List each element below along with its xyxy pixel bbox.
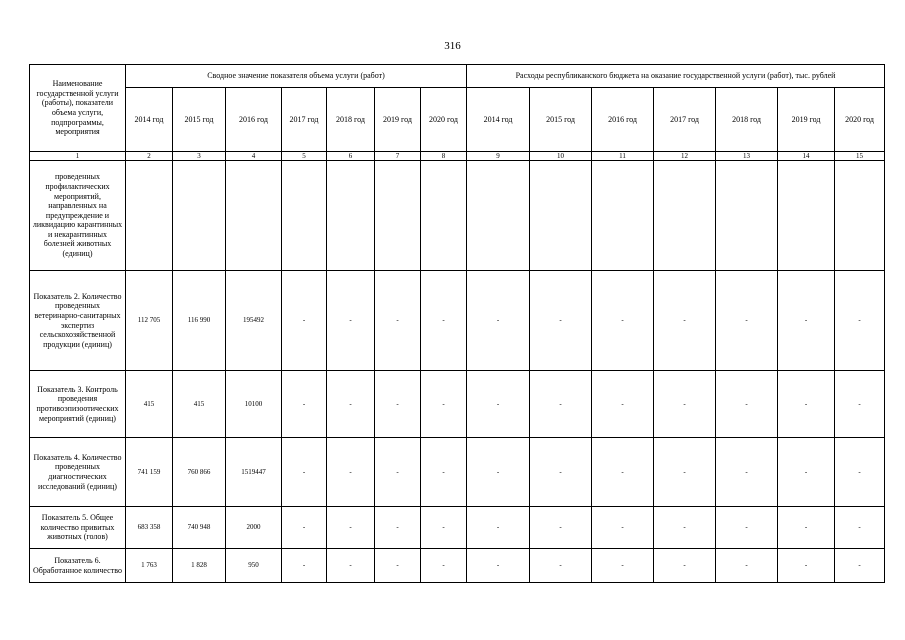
row-value: - xyxy=(530,438,592,507)
header-year: 2014 год xyxy=(467,87,530,151)
column-number: 2 xyxy=(126,152,173,161)
row-value: - xyxy=(467,507,530,549)
row-value: - xyxy=(530,549,592,583)
row-value: - xyxy=(716,549,778,583)
row-value: - xyxy=(421,438,467,507)
row-value: - xyxy=(592,549,654,583)
row-value: - xyxy=(282,371,327,438)
row-value: - xyxy=(835,271,885,371)
table-row xyxy=(30,438,885,507)
row-value xyxy=(282,161,327,271)
header-year: 2020 год xyxy=(421,87,467,151)
row-name: Показатель 6. Обработанное количество xyxy=(30,549,126,583)
header-year: 2018 год xyxy=(716,87,778,151)
row-value: 112 705 xyxy=(126,271,173,371)
row-value xyxy=(375,161,421,271)
row-value: - xyxy=(835,438,885,507)
header-year: 2016 год xyxy=(592,87,654,151)
row-value: - xyxy=(716,507,778,549)
table-row xyxy=(30,507,885,549)
budget-table xyxy=(29,64,885,583)
row-value: - xyxy=(592,438,654,507)
table-row xyxy=(30,271,885,371)
table-row xyxy=(30,549,885,583)
row-value xyxy=(421,161,467,271)
row-value: - xyxy=(592,271,654,371)
header-year: 2015 год xyxy=(173,87,226,151)
row-value: 740 948 xyxy=(173,507,226,549)
row-value: - xyxy=(835,371,885,438)
row-value: - xyxy=(327,507,375,549)
header-name-column: Наименование государственной услуги (работы), показатели объема услуги, подпрограммы, мероприятия xyxy=(30,65,126,152)
row-name: Показатель 4. Количество проведенных диагностических исследований (единиц) xyxy=(30,438,126,507)
row-value xyxy=(530,161,592,271)
row-value xyxy=(173,161,226,271)
row-value: - xyxy=(716,271,778,371)
row-value: - xyxy=(467,371,530,438)
column-number: 4 xyxy=(226,152,282,161)
row-value xyxy=(592,161,654,271)
row-value: - xyxy=(467,549,530,583)
row-value: - xyxy=(375,438,421,507)
header-year: 2019 год xyxy=(375,87,421,151)
header-volume-group: Сводное значение показателя объема услуги (работ) xyxy=(126,65,467,88)
row-value: 415 xyxy=(173,371,226,438)
header-budget-group: Расходы республиканского бюджета на оказание государственной услуги (работ), тыс. рублей xyxy=(467,65,885,88)
row-value: - xyxy=(421,271,467,371)
row-value: - xyxy=(778,549,835,583)
row-value: - xyxy=(654,371,716,438)
row-value: - xyxy=(530,271,592,371)
row-value: 2000 xyxy=(226,507,282,549)
header-year: 2014 год xyxy=(126,87,173,151)
row-value: - xyxy=(530,507,592,549)
row-value xyxy=(467,161,530,271)
row-value: 1 828 xyxy=(173,549,226,583)
column-number: 5 xyxy=(282,152,327,161)
row-value xyxy=(126,161,173,271)
column-number: 8 xyxy=(421,152,467,161)
row-value: 950 xyxy=(226,549,282,583)
row-value: - xyxy=(778,271,835,371)
column-number: 11 xyxy=(592,152,654,161)
row-value: - xyxy=(654,507,716,549)
row-value: - xyxy=(282,507,327,549)
row-value: - xyxy=(421,507,467,549)
column-number: 1 xyxy=(30,152,126,161)
column-number: 12 xyxy=(654,152,716,161)
row-value xyxy=(654,161,716,271)
row-value: 760 866 xyxy=(173,438,226,507)
header-year: 2020 год xyxy=(835,87,885,151)
column-number: 6 xyxy=(327,152,375,161)
header-year: 2017 год xyxy=(654,87,716,151)
row-value: - xyxy=(835,507,885,549)
row-value xyxy=(327,161,375,271)
row-value: - xyxy=(835,549,885,583)
row-value: 1 763 xyxy=(126,549,173,583)
row-value: - xyxy=(282,438,327,507)
column-number: 14 xyxy=(778,152,835,161)
row-value: - xyxy=(327,271,375,371)
column-number: 3 xyxy=(173,152,226,161)
column-number: 15 xyxy=(835,152,885,161)
row-value: - xyxy=(778,438,835,507)
row-value: - xyxy=(778,507,835,549)
header-year: 2018 год xyxy=(327,87,375,151)
row-name: Показатель 5. Общее количество привитых животных (голов) xyxy=(30,507,126,549)
row-value: 1519447 xyxy=(226,438,282,507)
row-value: - xyxy=(375,507,421,549)
row-name: Показатель 3. Контроль проведения противоэпизоотических мероприятий (единиц) xyxy=(30,371,126,438)
row-value: - xyxy=(327,371,375,438)
row-value: - xyxy=(375,549,421,583)
row-value: 415 xyxy=(126,371,173,438)
table-row xyxy=(30,161,885,271)
row-value: - xyxy=(592,371,654,438)
table-row xyxy=(30,371,885,438)
row-value xyxy=(716,161,778,271)
header-year: 2019 год xyxy=(778,87,835,151)
header-year: 2015 год xyxy=(530,87,592,151)
row-value: - xyxy=(282,271,327,371)
header-year: 2016 год xyxy=(226,87,282,151)
row-value: - xyxy=(375,371,421,438)
row-value: - xyxy=(716,438,778,507)
page-number: 316 xyxy=(444,40,461,52)
row-value: 741 159 xyxy=(126,438,173,507)
row-value: - xyxy=(592,507,654,549)
row-value: - xyxy=(421,371,467,438)
row-value: - xyxy=(654,438,716,507)
row-value: 10100 xyxy=(226,371,282,438)
row-value: 683 358 xyxy=(126,507,173,549)
row-value: - xyxy=(327,438,375,507)
row-value: - xyxy=(375,271,421,371)
row-value: - xyxy=(467,438,530,507)
header-year: 2017 год xyxy=(282,87,327,151)
column-number: 13 xyxy=(716,152,778,161)
row-value: - xyxy=(778,371,835,438)
row-name: Показатель 2. Количество проведенных ветеринарно-санитарных экспертиз сельскохозяйственной продукции (единиц) xyxy=(30,271,126,371)
column-number: 9 xyxy=(467,152,530,161)
row-value: 116 990 xyxy=(173,271,226,371)
row-value: - xyxy=(654,549,716,583)
row-value: - xyxy=(467,271,530,371)
row-value: 195492 xyxy=(226,271,282,371)
row-value xyxy=(835,161,885,271)
column-number: 10 xyxy=(530,152,592,161)
row-value: - xyxy=(421,549,467,583)
row-value: - xyxy=(530,371,592,438)
column-number: 7 xyxy=(375,152,421,161)
row-value: - xyxy=(282,549,327,583)
row-value: - xyxy=(654,271,716,371)
row-value xyxy=(778,161,835,271)
row-value xyxy=(226,161,282,271)
row-value: - xyxy=(716,371,778,438)
row-name: проведенных профилактических мероприятий, направленных на предупреждение и ликвидацию карантинных и некарантинных болезней животных (единиц) xyxy=(30,161,126,271)
row-value: - xyxy=(327,549,375,583)
